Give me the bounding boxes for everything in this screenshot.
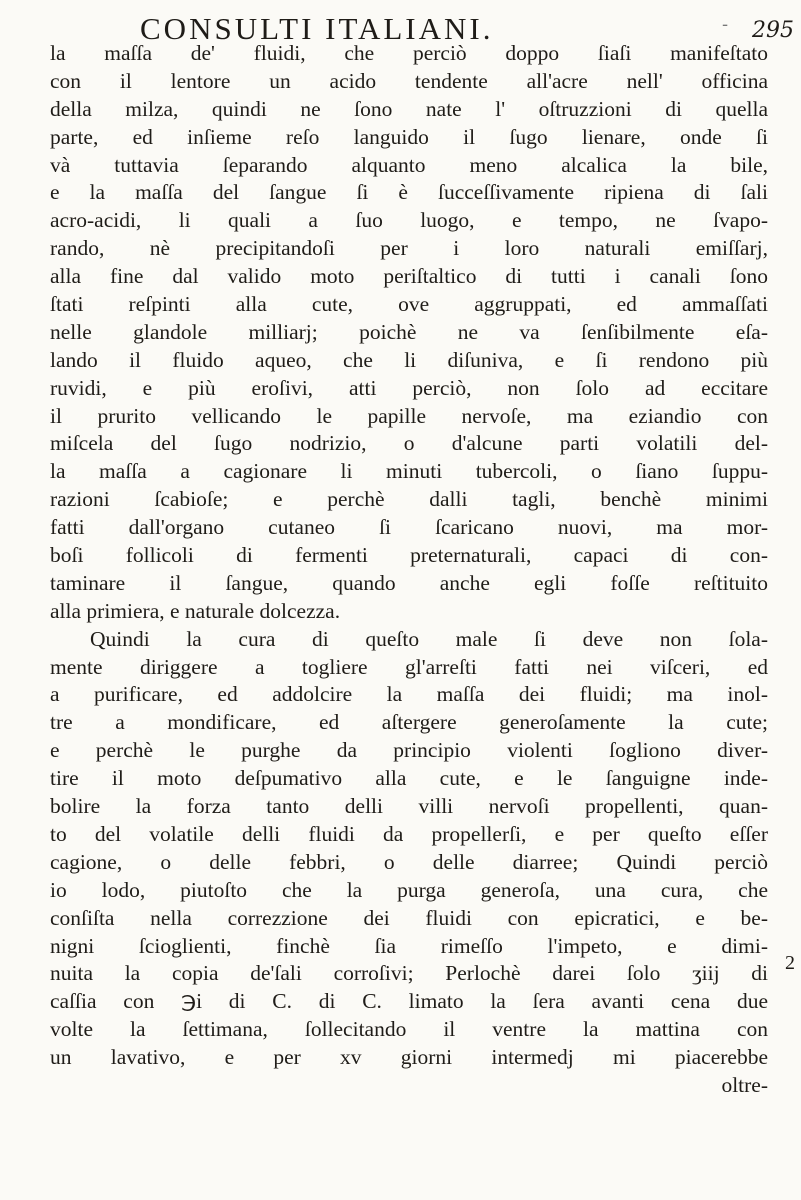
text-line: boſi follicoli di fermenti preternaturali, capaci di con- [50, 543, 768, 568]
text-line: e la maſſa del ſangue ſi è ſucceſſivamente ripiena di ſali [50, 180, 768, 205]
text-line: nigni ſcioglienti, finchè ſia rimeſſo l'impeto, e dimi- [50, 933, 768, 958]
text-line: nelle glandole milliarj; poichè ne va ſenſibilmente eſa- [50, 319, 768, 344]
catchword: oltre- [721, 1072, 768, 1097]
body-text [50, 40, 768, 1100]
text-line: fatti dall'organo cutaneo ſi ſcaricano nuovi, ma mor- [50, 515, 768, 540]
text-line: lando il fluido aqueo, che li diſuniva, e ſi rendono più [50, 347, 768, 372]
text-line: bolire la forza tanto delli villi nervoſi propellenti, quan- [50, 794, 768, 819]
text-line: to del volatile delli fluidi da propellerſi, e per queſto eſſer [50, 821, 768, 846]
page-number: 295 [752, 18, 794, 43]
paragraph-start-line: Quindi la cura di queſto male ſi deve non ſola- [90, 626, 768, 651]
text-line: alla primiera, e naturale dolcezza. [50, 598, 341, 623]
text-line: la maſſa de' fluidi, che perciò doppo ſiaſi manifeſtato [50, 41, 768, 65]
text-line: rando, nè precipitandoſi per i loro naturali emiſſarj, [50, 236, 768, 261]
text-line: il prurito vellicando le papille nervoſe, ma eziandio con [50, 403, 768, 428]
text-line: io lodo, piutoſto che la purga generoſa, una cura, che [50, 877, 768, 902]
text-line: un lavativo, e per xv giorni intermedj mi piacerebbe [50, 1045, 768, 1070]
text-line: acro-acidi, li quali a ſuo luogo, e tempo, ne ſvapo- [50, 208, 768, 233]
text-line: e perchè le purghe da principio violenti ſogliono diver- [50, 738, 768, 763]
text-line: volte la ſettimana, ſollecitando il ventre la mattina con [50, 1017, 768, 1042]
text-line: della milza, quindi ne ſono nate l' oſtruzzioni di quella [50, 96, 768, 121]
text-line: conſiſta nella correzzione dei fluidi con epicratici, e be- [50, 905, 768, 930]
text-line: taminare il ſangue, quando anche egli foſſe reſtituito [50, 570, 768, 595]
text-line: và tuttavia ſeparando alquanto meno alcalica la bile, [50, 152, 768, 177]
text-line: cagione, o delle febbri, o delle diarree; Quindi perciò [50, 849, 768, 874]
text-line: tre a mondificare, ed aſtergere generoſamente la cute; [50, 710, 768, 735]
text-line: ſtati reſpinti alla cute, ove aggruppati, ed ammaſſati [50, 292, 768, 317]
text-line: miſcela del ſugo nodrizio, o d'alcune parti volatili del- [50, 431, 768, 456]
text-line: la maſſa a cagionare li minuti tubercoli, o ſiano ſuppu- [50, 459, 768, 484]
running-title: CONSULTI ITALIANI. [140, 11, 494, 46]
text-line: razioni ſcabioſe; e perchè dalli tagli, benchè minimi [50, 487, 768, 512]
text-line: nuita la copia de'ſali corroſivi; Perlochè darei ſolo ʒiij di [50, 961, 768, 986]
text-line: tire il moto deſpumativo alla cute, e le ſanguigne inde- [50, 766, 768, 791]
text-line: a purificare, ed addolcire la maſſa dei fluidi; ma inol- [50, 682, 768, 707]
text-line: caſſia con ℈i di C. di C. limato la ſera avanti cena due [50, 989, 768, 1014]
text-line: mente diriggere a togliere gl'arreſti fatti nei viſceri, ed [50, 654, 768, 679]
margin-note: 2 [785, 952, 795, 974]
text-line: parte, ed inſieme reſo languido il ſugo lienare, onde ſi [50, 124, 768, 149]
text-line: alla fine dal valido moto periſtaltico di tutti i canali ſono [50, 264, 768, 289]
text-line: ruvidi, e più eroſivi, atti perciò, non ſolo ad eccitare [50, 375, 768, 400]
text-line: con il lentore un acido tendente all'acre nell' officina [50, 68, 768, 93]
header-mark: - [722, 14, 729, 35]
